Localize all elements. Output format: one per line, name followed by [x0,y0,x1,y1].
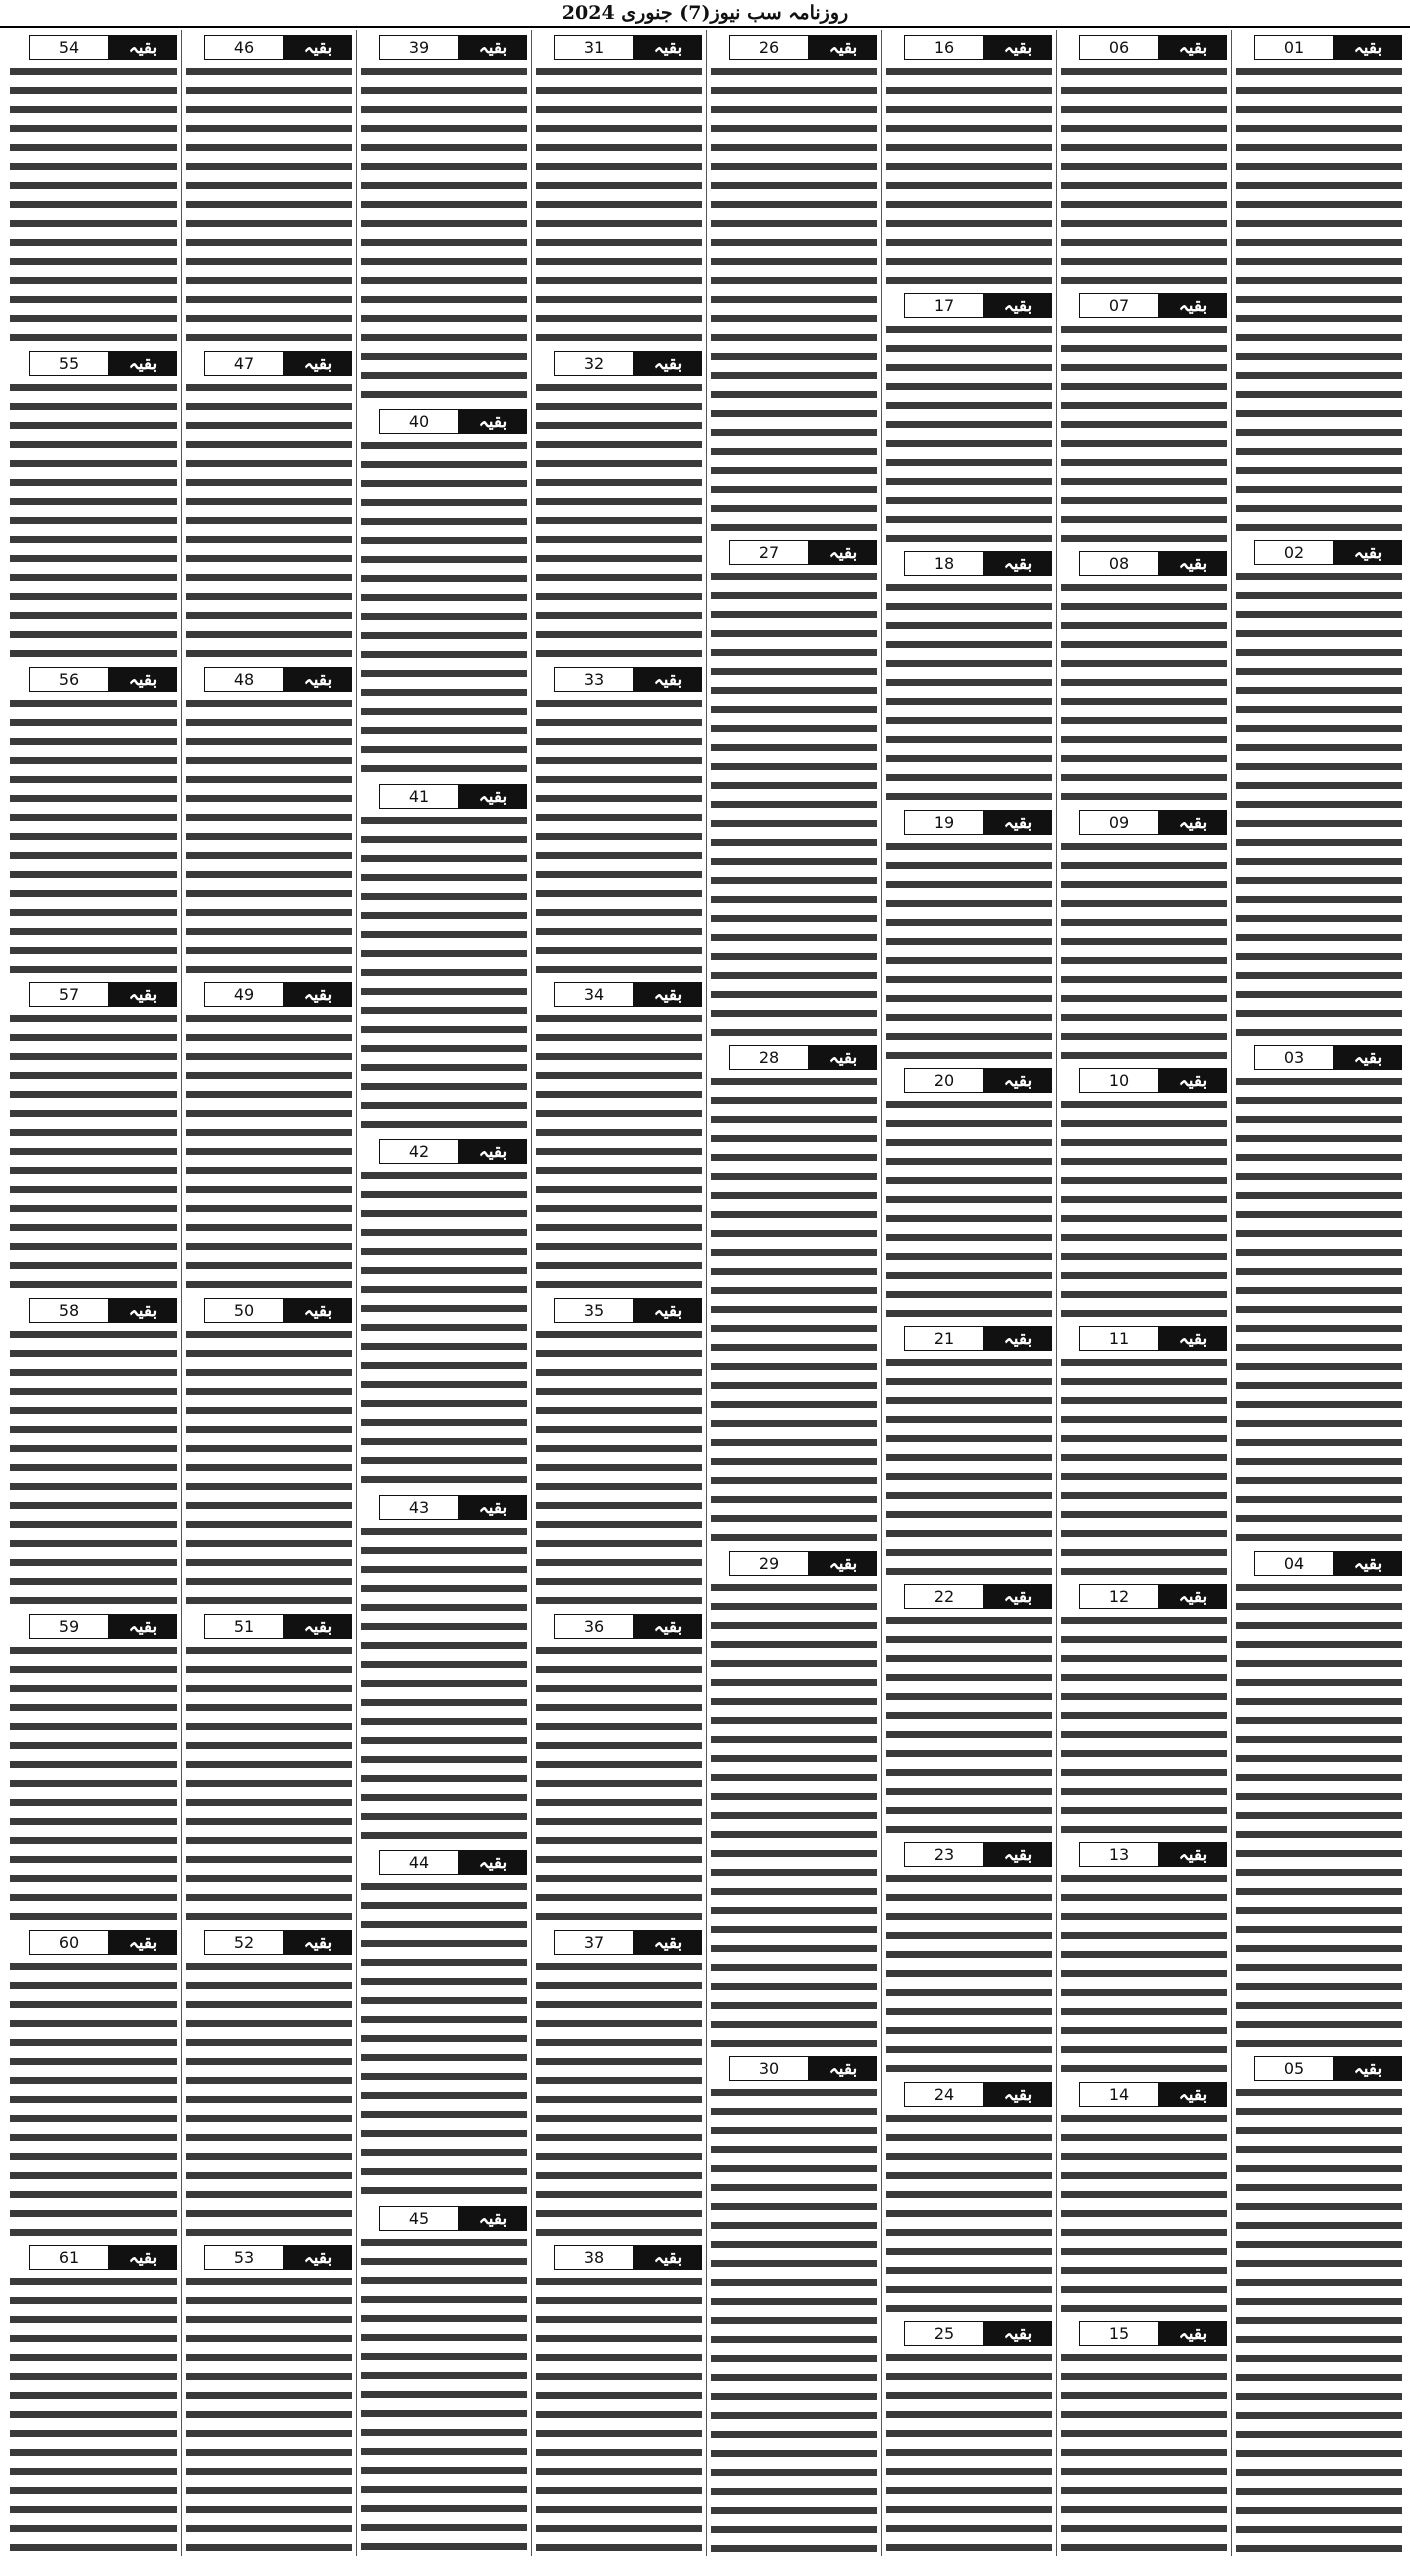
article-text-block [711,2085,877,2556]
article-text-block [10,1643,177,1925]
article-text-block [1061,2111,1227,2317]
baqiya-label: بقیہ [1159,551,1227,576]
baqiya-marker [1061,35,1227,60]
baqiya-marker [10,1930,177,1955]
baqiya-marker [186,667,352,692]
baqiya-marker [186,351,352,376]
article-text-block [186,380,352,662]
baqiya-marker [10,2245,177,2270]
baqiya-label: بقیہ [109,1614,177,1639]
columns-container [4,30,1406,2556]
continuation-number: 25 [904,2321,984,2346]
article-text-block [711,1074,877,1545]
baqiya-marker [1236,1551,1402,1576]
continuation-number: 07 [1079,293,1159,318]
baqiya-marker [886,2082,1052,2107]
article-text-block [1236,1580,1402,2051]
baqiya-label: بقیہ [109,351,177,376]
baqiya-label: بقیہ [284,1614,352,1639]
baqiya-marker [886,293,1052,318]
continuation-number: 21 [904,1326,984,1351]
continuation-number: 39 [379,35,459,60]
continuation-number: 11 [1079,1326,1159,1351]
continuation-number: 19 [904,810,984,835]
article-text-block [1061,839,1227,1063]
article-text-block [886,2111,1052,2317]
baqiya-label: بقیہ [984,35,1052,60]
baqiya-marker [536,351,702,376]
baqiya-label: بقیہ [109,1298,177,1323]
news-column-2 [1056,30,1231,2556]
baqiya-marker [10,667,177,692]
continuation-number: 30 [729,2056,809,2081]
baqiya-marker [361,35,527,60]
baqiya-marker [1061,551,1227,576]
continuation-number: 01 [1254,35,1334,60]
article-text-block [711,64,877,535]
baqiya-marker [711,35,877,60]
baqiya-marker [361,1139,527,1164]
news-column-5 [531,30,706,2556]
baqiya-marker [361,2206,527,2231]
baqiya-marker [711,540,877,565]
baqiya-marker [1061,1584,1227,1609]
article-text-block [1236,1074,1402,1545]
baqiya-marker [10,35,177,60]
baqiya-label: بقیہ [1159,2082,1227,2107]
article-text-block [1236,569,1402,1040]
article-text-block [186,1327,352,1609]
baqiya-marker [186,35,352,60]
baqiya-label: بقیہ [1334,1045,1402,1070]
baqiya-marker [536,2245,702,2270]
baqiya-label: بقیہ [984,2082,1052,2107]
baqiya-label: بقیہ [459,409,527,434]
continuation-number: 42 [379,1139,459,1164]
baqiya-marker [886,810,1052,835]
baqiya-label: بقیہ [984,1326,1052,1351]
article-text-block [361,438,527,778]
continuation-number: 33 [554,667,634,692]
baqiya-marker [711,2056,877,2081]
baqiya-label: بقیہ [984,293,1052,318]
article-text-block [10,2274,177,2556]
continuation-number: 57 [29,982,109,1007]
baqiya-label: بقیہ [459,2206,527,2231]
article-text-block [186,696,352,978]
article-text-block [1061,1613,1227,1837]
article-text-block [10,1959,177,2241]
news-column-1 [1231,30,1406,2556]
article-text-block [1061,1097,1227,1321]
baqiya-label: بقیہ [459,784,527,809]
baqiya-marker [1061,1068,1227,1093]
baqiya-label: بقیہ [1159,2321,1227,2346]
continuation-number: 03 [1254,1045,1334,1070]
baqiya-label: بقیہ [1334,35,1402,60]
continuation-number: 10 [1079,1068,1159,1093]
baqiya-marker [1236,540,1402,565]
baqiya-marker [536,1298,702,1323]
baqiya-marker [711,1551,877,1576]
continuation-number: 55 [29,351,109,376]
article-text-block [1061,2350,1227,2556]
baqiya-marker [886,1068,1052,1093]
article-text-block [886,1097,1052,1321]
continuation-number: 13 [1079,1842,1159,1867]
baqiya-label: بقیہ [634,2245,702,2270]
baqiya-label: بقیہ [809,1045,877,1070]
article-text-block [886,839,1052,1063]
continuation-number: 51 [204,1614,284,1639]
baqiya-label: بقیہ [1334,540,1402,565]
continuation-number: 28 [729,1045,809,1070]
continuation-number: 44 [379,1850,459,1875]
baqiya-label: بقیہ [1159,810,1227,835]
article-text-block [711,1580,877,2051]
baqiya-label: بقیہ [109,1930,177,1955]
continuation-number: 02 [1254,540,1334,565]
article-text-block [886,64,1052,288]
continuation-number: 38 [554,2245,634,2270]
baqiya-label: بقیہ [459,1850,527,1875]
continuation-number: 24 [904,2082,984,2107]
article-text-block [10,64,177,346]
continuation-number: 26 [729,35,809,60]
news-column-4 [706,30,881,2556]
article-text-block [536,1327,702,1609]
baqiya-label: بقیہ [984,810,1052,835]
article-text-block [10,1327,177,1609]
baqiya-marker [536,667,702,692]
continuation-number: 04 [1254,1551,1334,1576]
continuation-number: 29 [729,1551,809,1576]
baqiya-label: بقیہ [1159,35,1227,60]
news-column-3 [881,30,1056,2556]
continuation-number: 17 [904,293,984,318]
baqiya-marker [536,1930,702,1955]
baqiya-label: بقیہ [284,2245,352,2270]
continuation-number: 43 [379,1495,459,1520]
baqiya-marker [886,35,1052,60]
continuation-number: 14 [1079,2082,1159,2107]
continuation-number: 53 [204,2245,284,2270]
continuation-number: 08 [1079,551,1159,576]
baqiya-marker [886,1584,1052,1609]
article-text-block [186,64,352,346]
article-text-block [1236,2085,1402,2556]
baqiya-label: بقیہ [634,982,702,1007]
baqiya-label: بقیہ [459,1139,527,1164]
continuation-number: 05 [1254,2056,1334,2081]
continuation-number: 45 [379,2206,459,2231]
baqiya-label: بقیہ [284,35,352,60]
baqiya-marker [886,1326,1052,1351]
continuation-number: 58 [29,1298,109,1323]
article-text-block [361,64,527,404]
baqiya-label: بقیہ [634,1930,702,1955]
article-text-block [361,1879,527,2200]
continuation-number: 20 [904,1068,984,1093]
baqiya-marker [1236,2056,1402,2081]
continuation-number: 18 [904,551,984,576]
baqiya-label: بقیہ [634,1614,702,1639]
baqiya-label: بقیہ [284,1298,352,1323]
continuation-number: 12 [1079,1584,1159,1609]
baqiya-label: بقیہ [984,2321,1052,2346]
baqiya-marker [10,1298,177,1323]
continuation-number: 40 [379,409,459,434]
baqiya-marker [1061,1842,1227,1867]
baqiya-label: بقیہ [634,351,702,376]
article-text-block [10,696,177,978]
baqiya-marker [361,784,527,809]
baqiya-marker [536,35,702,60]
article-text-block [886,2350,1052,2556]
baqiya-label: بقیہ [634,1298,702,1323]
article-text-block [886,322,1052,546]
baqiya-marker [186,1614,352,1639]
baqiya-marker [536,1614,702,1639]
baqiya-marker [186,1930,352,1955]
article-text-block [711,569,877,1040]
baqiya-marker [1061,293,1227,318]
continuation-number: 31 [554,35,634,60]
article-text-block [536,1959,702,2241]
article-text-block [10,380,177,662]
continuation-number: 60 [29,1930,109,1955]
baqiya-label: بقیہ [1159,293,1227,318]
baqiya-marker [1061,2321,1227,2346]
article-text-block [186,1959,352,2241]
continuation-number: 47 [204,351,284,376]
continuation-number: 54 [29,35,109,60]
baqiya-label: بقیہ [284,982,352,1007]
news-column-6 [356,30,531,2556]
continuation-number: 48 [204,667,284,692]
baqiya-label: بقیہ [984,551,1052,576]
baqiya-marker [536,982,702,1007]
baqiya-marker [10,351,177,376]
baqiya-marker [186,1298,352,1323]
baqiya-marker [886,551,1052,576]
baqiya-marker [10,1614,177,1639]
baqiya-label: بقیہ [459,35,527,60]
baqiya-marker [186,982,352,1007]
baqiya-label: بقیہ [1159,1326,1227,1351]
article-text-block [536,696,702,978]
article-text-block [1061,322,1227,546]
article-text-block [361,1524,527,1845]
article-text-block [536,1011,702,1293]
baqiya-label: بقیہ [1159,1584,1227,1609]
article-text-block [361,1168,527,1489]
baqiya-label: بقیہ [109,2245,177,2270]
baqiya-label: بقیہ [109,35,177,60]
continuation-number: 09 [1079,810,1159,835]
baqiya-label: بقیہ [284,351,352,376]
article-text-block [1061,1871,1227,2077]
page-title: روزنامہ سب نیوز(7) جنوری 2024 [561,2,849,24]
newspaper-header [0,0,1410,28]
continuation-number: 49 [204,982,284,1007]
article-text-block [10,1011,177,1293]
continuation-number: 36 [554,1614,634,1639]
news-column-7 [181,30,356,2556]
baqiya-marker [361,409,527,434]
baqiya-marker [1061,2082,1227,2107]
continuation-number: 22 [904,1584,984,1609]
baqiya-label: بقیہ [284,667,352,692]
baqiya-label: بقیہ [1159,1068,1227,1093]
continuation-number: 23 [904,1842,984,1867]
article-text-block [886,580,1052,804]
continuation-number: 46 [204,35,284,60]
baqiya-marker [361,1495,527,1520]
baqiya-marker [1236,1045,1402,1070]
article-text-block [1061,64,1227,288]
baqiya-label: بقیہ [284,1930,352,1955]
baqiya-label: بقیہ [809,540,877,565]
continuation-number: 56 [29,667,109,692]
baqiya-marker [1061,1326,1227,1351]
article-text-block [886,1871,1052,2077]
baqiya-label: بقیہ [984,1584,1052,1609]
continuation-number: 32 [554,351,634,376]
baqiya-label: بقیہ [1334,2056,1402,2081]
continuation-number: 61 [29,2245,109,2270]
baqiya-label: بقیہ [809,2056,877,2081]
baqiya-marker [1236,35,1402,60]
article-text-block [536,1643,702,1925]
baqiya-label: بقیہ [809,1551,877,1576]
continuation-number: 52 [204,1930,284,1955]
continuation-number: 34 [554,982,634,1007]
continuation-number: 59 [29,1614,109,1639]
article-text-block [186,1643,352,1925]
continuation-number: 41 [379,784,459,809]
continuation-number: 50 [204,1298,284,1323]
baqiya-label: بقیہ [459,1495,527,1520]
article-text-block [1061,580,1227,804]
baqiya-marker [1061,810,1227,835]
article-text-block [536,380,702,662]
continuation-number: 16 [904,35,984,60]
baqiya-label: بقیہ [809,35,877,60]
continuation-number: 35 [554,1298,634,1323]
article-text-block [1236,64,1402,535]
baqiya-marker [186,2245,352,2270]
article-text-block [361,2235,527,2556]
baqiya-label: بقیہ [984,1842,1052,1867]
news-column-8 [6,30,181,2556]
baqiya-label: بقیہ [1334,1551,1402,1576]
article-text-block [361,813,527,1134]
article-text-block [536,2274,702,2556]
article-text-block [1061,1355,1227,1579]
baqiya-marker [886,1842,1052,1867]
article-text-block [886,1613,1052,1837]
baqiya-label: بقیہ [634,667,702,692]
baqiya-label: بقیہ [109,982,177,1007]
baqiya-label: بقیہ [984,1068,1052,1093]
baqiya-label: بقیہ [109,667,177,692]
baqiya-label: بقیہ [1159,1842,1227,1867]
article-text-block [886,1355,1052,1579]
article-text-block [186,1011,352,1293]
baqiya-marker [711,1045,877,1070]
baqiya-marker [361,1850,527,1875]
continuation-number: 15 [1079,2321,1159,2346]
continuation-number: 27 [729,540,809,565]
baqiya-label: بقیہ [634,35,702,60]
baqiya-marker [886,2321,1052,2346]
article-text-block [186,2274,352,2556]
continuation-number: 06 [1079,35,1159,60]
continuation-number: 37 [554,1930,634,1955]
baqiya-marker [10,982,177,1007]
article-text-block [536,64,702,346]
